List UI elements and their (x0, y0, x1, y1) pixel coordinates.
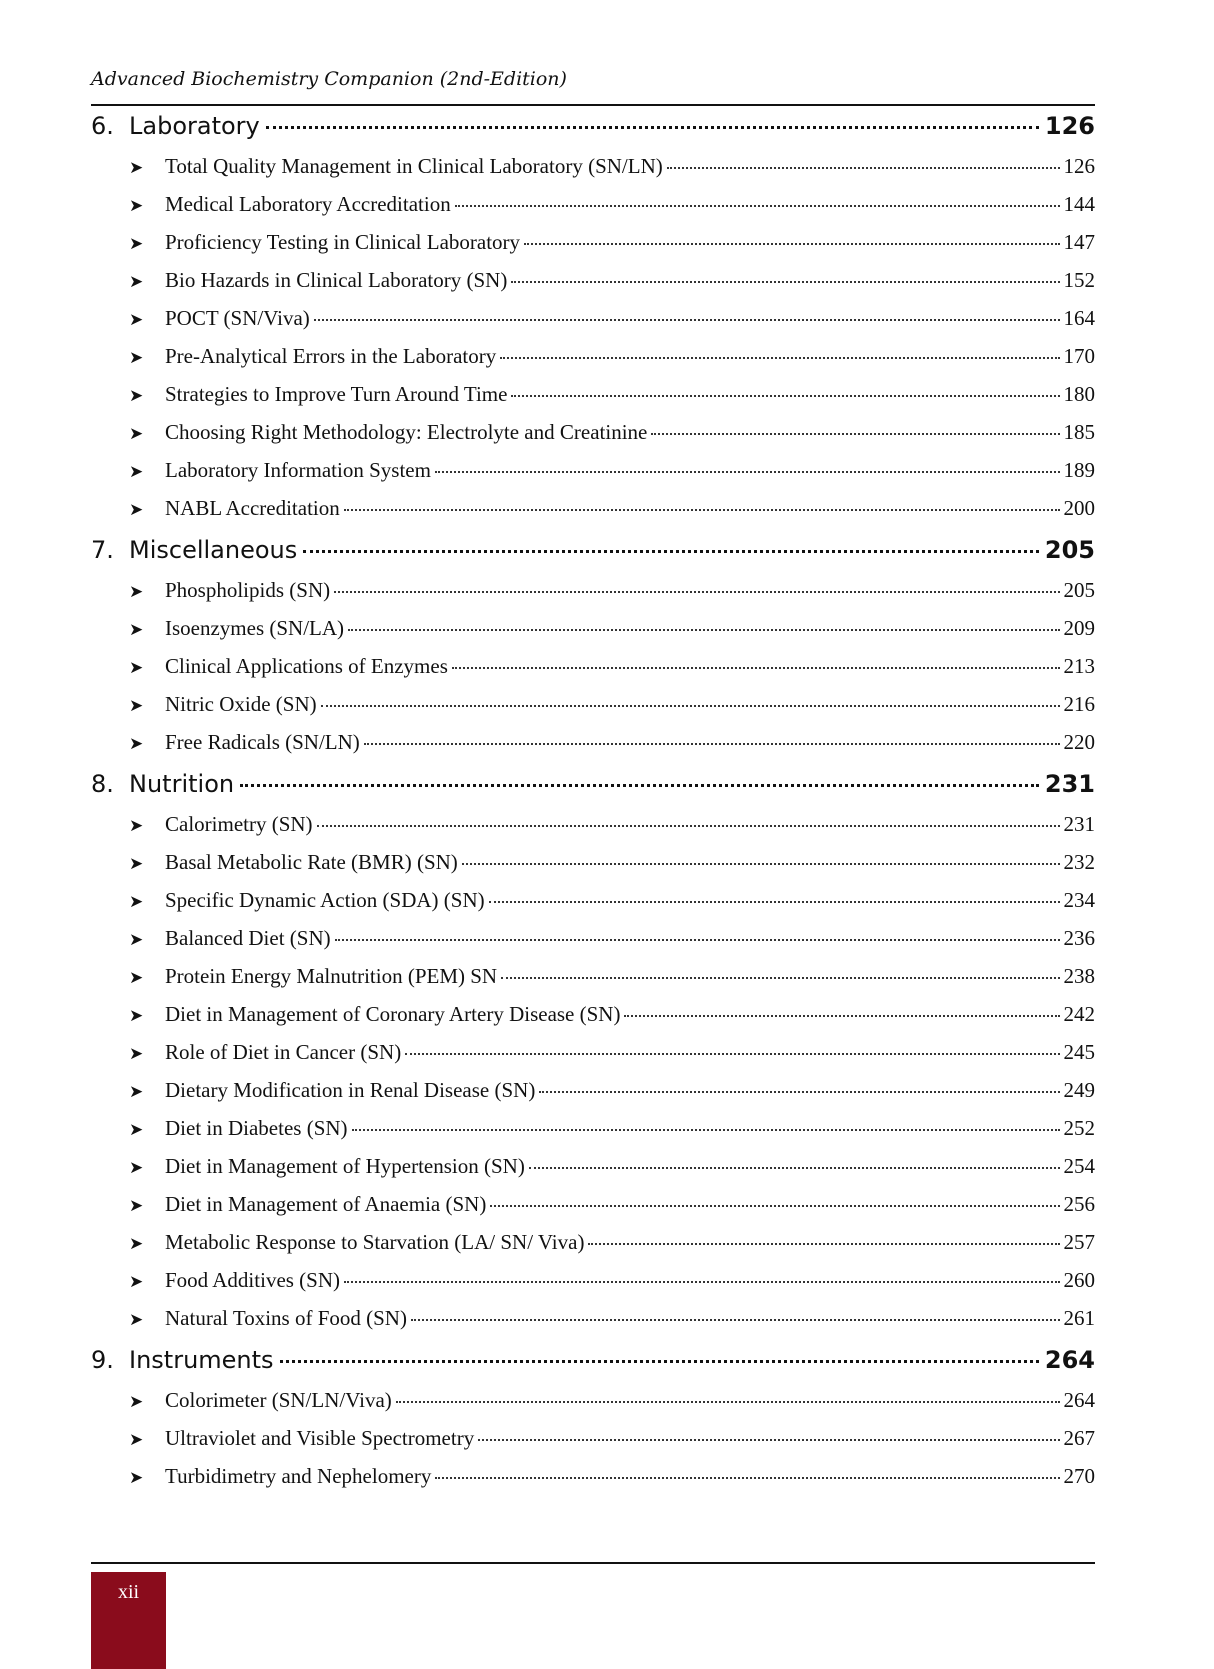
dot-leader (435, 1477, 1059, 1479)
entry-title: Calorimetry (SN) (165, 812, 313, 836)
entry-page-number: 249 (1063, 1078, 1095, 1102)
entry-page-number: 270 (1063, 1464, 1095, 1488)
arrowhead-right-icon: ➤ (129, 1006, 144, 1025)
toc-entry[interactable] (129, 1388, 1095, 1426)
dot-leader (317, 825, 1060, 827)
toc-entry[interactable] (129, 1230, 1095, 1268)
dot-leader (490, 1205, 1059, 1207)
entry-title: Basal Metabolic Rate (BMR) (SN) (165, 850, 458, 874)
chapter-title: Instruments (129, 1346, 274, 1374)
toc-entry[interactable] (129, 964, 1095, 1002)
chapter-title: Nutrition (129, 770, 235, 798)
arrowhead-right-icon: ➤ (129, 892, 144, 911)
toc-entry[interactable] (129, 850, 1095, 888)
arrowhead-right-icon: ➤ (129, 234, 144, 253)
entry-title: NABL Accreditation (165, 496, 340, 520)
toc-chapter (91, 110, 1095, 534)
dot-leader (511, 395, 1059, 397)
toc-entry[interactable] (129, 420, 1095, 458)
toc-entry[interactable] (129, 1268, 1095, 1306)
dot-leader (411, 1319, 1060, 1321)
dot-leader (266, 126, 1039, 129)
toc-entry[interactable] (129, 888, 1095, 926)
dot-leader (396, 1401, 1060, 1403)
dot-leader (314, 319, 1060, 321)
chapter-number: 7. (91, 536, 114, 564)
arrowhead-right-icon: ➤ (129, 386, 144, 405)
entry-title: Metabolic Response to Starvation (LA/ SN/ Viva) (165, 1230, 585, 1254)
entry-page-number: 242 (1063, 1002, 1095, 1026)
toc-entry[interactable] (129, 306, 1095, 344)
header-rule (91, 104, 1095, 106)
arrowhead-right-icon: ➤ (129, 1272, 144, 1291)
footer-rule (91, 1562, 1095, 1564)
arrowhead-right-icon: ➤ (129, 196, 144, 215)
dot-leader (489, 901, 1060, 903)
table-of-contents (91, 110, 1095, 1502)
entry-page-number: 232 (1063, 850, 1095, 874)
entry-page-number: 257 (1063, 1230, 1095, 1254)
entry-title: Specific Dynamic Action (SDA) (SN) (165, 888, 485, 912)
toc-entry[interactable] (129, 1078, 1095, 1116)
dot-leader (240, 784, 1039, 787)
toc-chapter (91, 768, 1095, 1344)
chapter-entry-list (91, 154, 1095, 534)
dot-leader (352, 1129, 1060, 1131)
toc-entry[interactable] (129, 926, 1095, 964)
arrowhead-right-icon: ➤ (129, 930, 144, 949)
chapter-page-number: 264 (1044, 1346, 1095, 1374)
chapter-number: 6. (91, 112, 114, 140)
dot-leader (478, 1439, 1059, 1441)
entry-title: Diet in Diabetes (SN) (165, 1116, 348, 1140)
entry-title: Protein Energy Malnutrition (PEM) SN (165, 964, 498, 988)
arrowhead-right-icon: ➤ (129, 582, 144, 601)
toc-entry[interactable] (129, 496, 1095, 534)
toc-entry[interactable] (129, 1192, 1095, 1230)
dot-leader (348, 629, 1059, 631)
dot-leader (511, 281, 1059, 283)
chapter-number: 8. (91, 770, 114, 798)
arrowhead-right-icon: ➤ (129, 620, 144, 639)
arrowhead-right-icon: ➤ (129, 1120, 144, 1139)
entry-page-number: 152 (1063, 268, 1095, 292)
dot-leader (303, 550, 1039, 553)
entry-page-number: 245 (1063, 1040, 1095, 1064)
entry-title: Turbidimetry and Nephelomery (165, 1464, 432, 1488)
arrowhead-right-icon: ➤ (129, 1158, 144, 1177)
toc-entry[interactable] (129, 1040, 1095, 1078)
entry-title: Pre-Analytical Errors in the Laboratory (165, 344, 497, 368)
entry-page-number: 185 (1063, 420, 1095, 444)
dot-leader (334, 591, 1059, 593)
chapter-entry-list (91, 578, 1095, 768)
entry-title: Isoenzymes (SN/LA) (165, 616, 345, 640)
entry-title: Total Quality Management in Clinical Laboratory (SN/LN) (165, 154, 663, 178)
entry-title: Bio Hazards in Clinical Laboratory (SN) (165, 268, 508, 292)
entry-page-number: 213 (1063, 654, 1095, 678)
entry-title: Strategies to Improve Turn Around Time (165, 382, 508, 406)
entry-title: Choosing Right Methodology: Electrolyte and Creatinine (165, 420, 648, 444)
entry-page-number: 189 (1063, 458, 1095, 482)
chapter-heading[interactable] (91, 110, 1095, 154)
entry-page-number: 256 (1063, 1192, 1095, 1216)
toc-entry[interactable] (129, 1426, 1095, 1464)
entry-page-number: 254 (1063, 1154, 1095, 1178)
entry-title: Colorimeter (SN/LN/Viva) (165, 1388, 392, 1412)
chapter-page-number: 205 (1044, 536, 1095, 564)
toc-entry[interactable] (129, 344, 1095, 382)
dot-leader (529, 1167, 1060, 1169)
entry-page-number: 180 (1063, 382, 1095, 406)
dot-leader (501, 977, 1059, 979)
entry-page-number: 209 (1063, 616, 1095, 640)
toc-chapter (91, 1344, 1095, 1502)
toc-entry[interactable] (129, 192, 1095, 230)
dot-leader (539, 1091, 1059, 1093)
chapter-heading[interactable] (91, 534, 1095, 578)
toc-entry[interactable] (129, 382, 1095, 420)
dot-leader (405, 1053, 1059, 1055)
entry-page-number: 231 (1063, 812, 1095, 836)
chapter-title: Laboratory (129, 112, 260, 140)
entry-page-number: 261 (1063, 1306, 1095, 1330)
dot-leader (651, 433, 1059, 435)
chapter-page-number: 126 (1044, 112, 1095, 140)
dot-leader (321, 705, 1060, 707)
chapter-number: 9. (91, 1346, 114, 1374)
entry-title: Nitric Oxide (SN) (165, 692, 317, 716)
dot-leader (588, 1243, 1059, 1245)
arrowhead-right-icon: ➤ (129, 1082, 144, 1101)
toc-chapter (91, 534, 1095, 768)
dot-leader (624, 1015, 1059, 1017)
dot-leader (435, 471, 1060, 473)
dot-leader (667, 167, 1060, 169)
entry-title: POCT (SN/Viva) (165, 306, 310, 330)
entry-page-number: 220 (1063, 730, 1095, 754)
toc-entry[interactable] (129, 616, 1095, 654)
toc-entry[interactable] (129, 458, 1095, 496)
entry-title: Proficiency Testing in Clinical Laboratory (165, 230, 521, 254)
entry-page-number: 264 (1063, 1388, 1095, 1412)
entry-title: Clinical Applications of Enzymes (165, 654, 448, 678)
page-number: xii (117, 1581, 140, 1603)
entry-title: Dietary Modification in Renal Disease (SN) (165, 1078, 536, 1102)
dot-leader (452, 667, 1060, 669)
entry-title: Diet in Management of Hypertension (SN) (165, 1154, 525, 1178)
entry-title: Medical Laboratory Accreditation (165, 192, 451, 216)
entry-page-number: 164 (1063, 306, 1095, 330)
entry-title: Laboratory Information System (165, 458, 431, 482)
running-header-title: Advanced Biochemistry Companion (2nd-Edition) (91, 68, 567, 90)
entry-title: Free Radicals (SN/LN) (165, 730, 360, 754)
dot-leader (524, 243, 1059, 245)
dot-leader (364, 743, 1060, 745)
arrowhead-right-icon: ➤ (129, 1044, 144, 1063)
arrowhead-right-icon: ➤ (129, 500, 144, 519)
dot-leader (462, 863, 1060, 865)
entry-page-number: 234 (1063, 888, 1095, 912)
arrowhead-right-icon: ➤ (129, 854, 144, 873)
entry-page-number: 126 (1063, 154, 1095, 178)
toc-entry[interactable] (129, 812, 1095, 850)
entry-page-number: 260 (1063, 1268, 1095, 1292)
toc-entry[interactable] (129, 1154, 1095, 1192)
arrowhead-right-icon: ➤ (129, 1310, 144, 1329)
arrowhead-right-icon: ➤ (129, 272, 144, 291)
page-number-tab (91, 1572, 166, 1669)
chapter-entry-list (91, 812, 1095, 1344)
entry-page-number: 144 (1063, 192, 1095, 216)
arrowhead-right-icon: ➤ (129, 1234, 144, 1253)
chapter-heading[interactable] (91, 1344, 1095, 1388)
dot-leader (500, 357, 1059, 359)
entry-page-number: 267 (1063, 1426, 1095, 1450)
arrowhead-right-icon: ➤ (129, 158, 144, 177)
entry-title: Diet in Management of Coronary Artery Disease (SN) (165, 1002, 621, 1026)
entry-page-number: 216 (1063, 692, 1095, 716)
toc-entry[interactable] (129, 578, 1095, 616)
toc-entry[interactable] (129, 268, 1095, 306)
arrowhead-right-icon: ➤ (129, 696, 144, 715)
entry-title: Phospholipids (SN) (165, 578, 331, 602)
arrowhead-right-icon: ➤ (129, 658, 144, 677)
dot-leader (344, 1281, 1059, 1283)
dot-leader (335, 939, 1060, 941)
entry-page-number: 238 (1063, 964, 1095, 988)
arrowhead-right-icon: ➤ (129, 1196, 144, 1215)
arrowhead-right-icon: ➤ (129, 462, 144, 481)
toc-entry[interactable] (129, 692, 1095, 730)
toc-entry[interactable] (129, 1116, 1095, 1154)
chapter-page-number: 231 (1044, 770, 1095, 798)
chapter-entry-list (91, 1388, 1095, 1502)
arrowhead-right-icon: ➤ (129, 1468, 144, 1487)
entry-title: Balanced Diet (SN) (165, 926, 331, 950)
entry-title: Ultraviolet and Visible Spectrometry (165, 1426, 475, 1450)
entry-page-number: 147 (1063, 230, 1095, 254)
arrowhead-right-icon: ➤ (129, 1392, 144, 1411)
dot-leader (455, 205, 1060, 207)
entry-title: Diet in Management of Anaemia (SN) (165, 1192, 487, 1216)
toc-entry[interactable] (129, 654, 1095, 692)
arrowhead-right-icon: ➤ (129, 734, 144, 753)
toc-entry[interactable] (129, 730, 1095, 768)
entry-title: Role of Diet in Cancer (SN) (165, 1040, 402, 1064)
arrowhead-right-icon: ➤ (129, 816, 144, 835)
toc-entry[interactable] (129, 1464, 1095, 1502)
arrowhead-right-icon: ➤ (129, 310, 144, 329)
arrowhead-right-icon: ➤ (129, 1430, 144, 1449)
toc-entry[interactable] (129, 1002, 1095, 1040)
arrowhead-right-icon: ➤ (129, 968, 144, 987)
entry-page-number: 252 (1063, 1116, 1095, 1140)
entry-page-number: 170 (1063, 344, 1095, 368)
toc-entry[interactable] (129, 154, 1095, 192)
arrowhead-right-icon: ➤ (129, 424, 144, 443)
dot-leader (344, 509, 1060, 511)
entry-page-number: 236 (1063, 926, 1095, 950)
entry-title: Natural Toxins of Food (SN) (165, 1306, 407, 1330)
chapter-title: Miscellaneous (129, 536, 298, 564)
entry-page-number: 200 (1063, 496, 1095, 520)
arrowhead-right-icon: ➤ (129, 348, 144, 367)
dot-leader (280, 1360, 1039, 1363)
toc-entry[interactable] (129, 230, 1095, 268)
toc-entry[interactable] (129, 1306, 1095, 1344)
chapter-heading[interactable] (91, 768, 1095, 812)
entry-page-number: 205 (1063, 578, 1095, 602)
entry-title: Food Additives (SN) (165, 1268, 341, 1292)
